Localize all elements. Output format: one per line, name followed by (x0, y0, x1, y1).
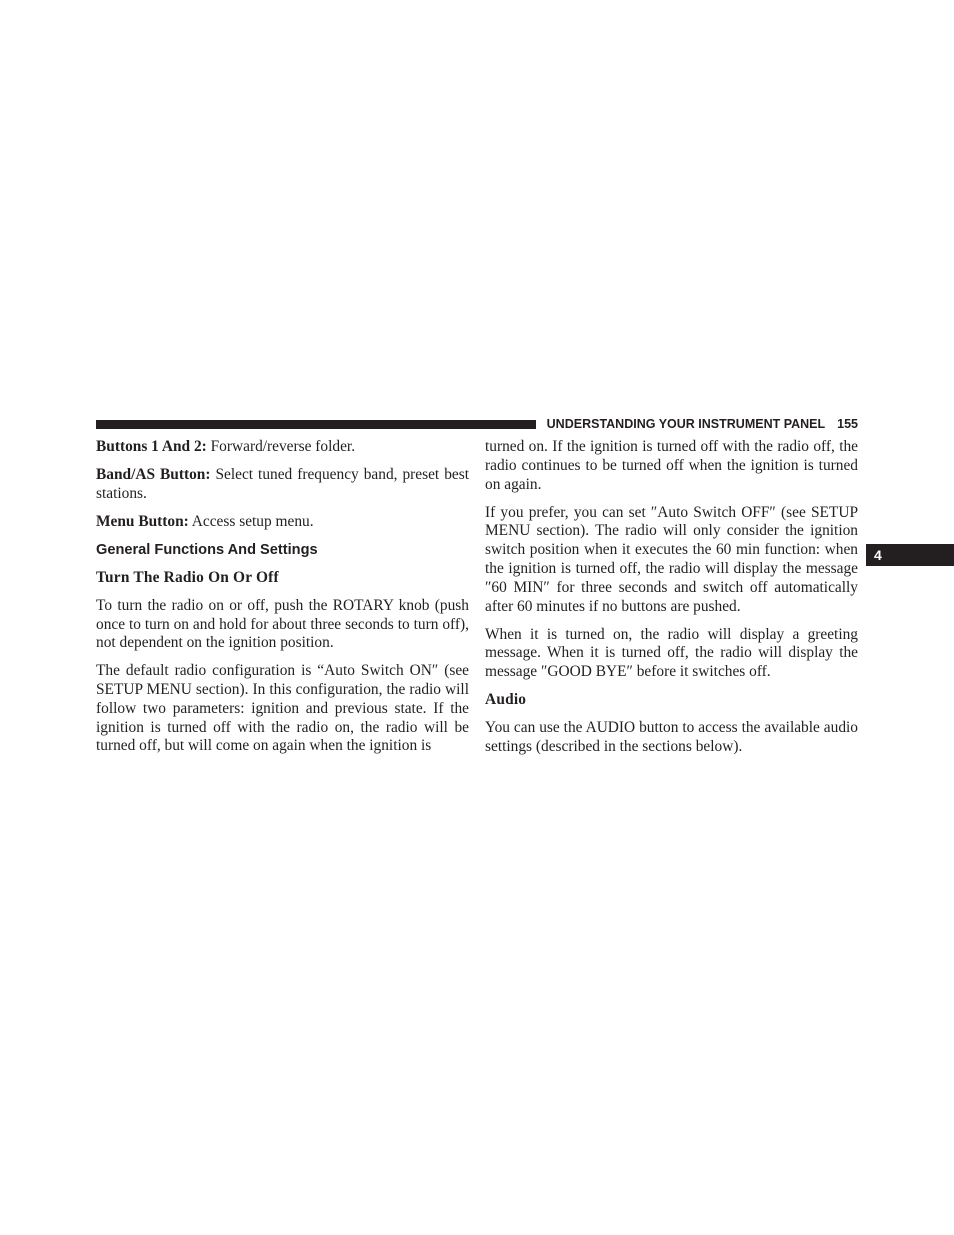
menu-button-entry (96, 513, 469, 532)
page-number: 155 (837, 417, 858, 431)
menu-button-text: Access setup menu. (188, 512, 314, 530)
section-title: UNDERSTANDING YOUR INSTRUMENT PANEL (546, 417, 826, 431)
running-header (546, 416, 858, 433)
header-rule (96, 420, 536, 429)
paragraph: The default radio configuration is “Auto Switch ON″ (see SETUP MENU section). In this configuration, the radio will follow two parameters: ignition and previous state. If the ignition is turned off with the radio on, the radio will be turned off, but will come on again when the ignition is (96, 662, 469, 755)
menu-button-label: Menu Button: (96, 512, 189, 530)
paragraph: If you prefer, you can set ″Auto Switch OFF″ (see SETUP MENU section). The radio will only consider the ignition switch position when it executes the 60 min function: when the ignition is turned off, the radio will display the message ″60 MIN″ for three seconds and switch off automatically after 60 minutes if no buttons are pushed. (485, 503, 858, 615)
buttons-1-2-label: Buttons 1 And 2: (96, 438, 207, 455)
left-column (96, 438, 469, 765)
paragraph: When it is turned on, the radio will display a greeting message. When it is turned off, the radio will display the message ″GOOD BYE″ before it switches off. (485, 625, 858, 681)
paragraph: To turn the radio on or off, push the ROTARY knob (push once to turn on and hold for about three seconds to turn off), not dependent on the ignition position. (96, 596, 469, 652)
subheading-audio: Audio (485, 691, 527, 709)
chapter-tab: 4 (866, 544, 954, 566)
band-as-entry (96, 466, 469, 504)
paragraph: You can use the AUDIO button to access the available audio settings (described in the sections below). (485, 719, 858, 755)
section-heading: General Functions And Settings (96, 541, 318, 558)
buttons-1-2-entry (96, 438, 469, 457)
buttons-1-2-text: Forward/reverse folder. (206, 438, 356, 455)
band-as-label: Band/AS Button: (96, 465, 211, 483)
right-column (485, 438, 858, 766)
band-as-text: Select tuned frequency band, preset best stations. (96, 465, 469, 502)
subheading-turn-radio: Turn The Radio On Or Off (96, 568, 279, 586)
paragraph: turned on. If the ignition is turned off with the radio off, the radio continues to be turned off when the ignition is turned on again. (485, 438, 858, 493)
